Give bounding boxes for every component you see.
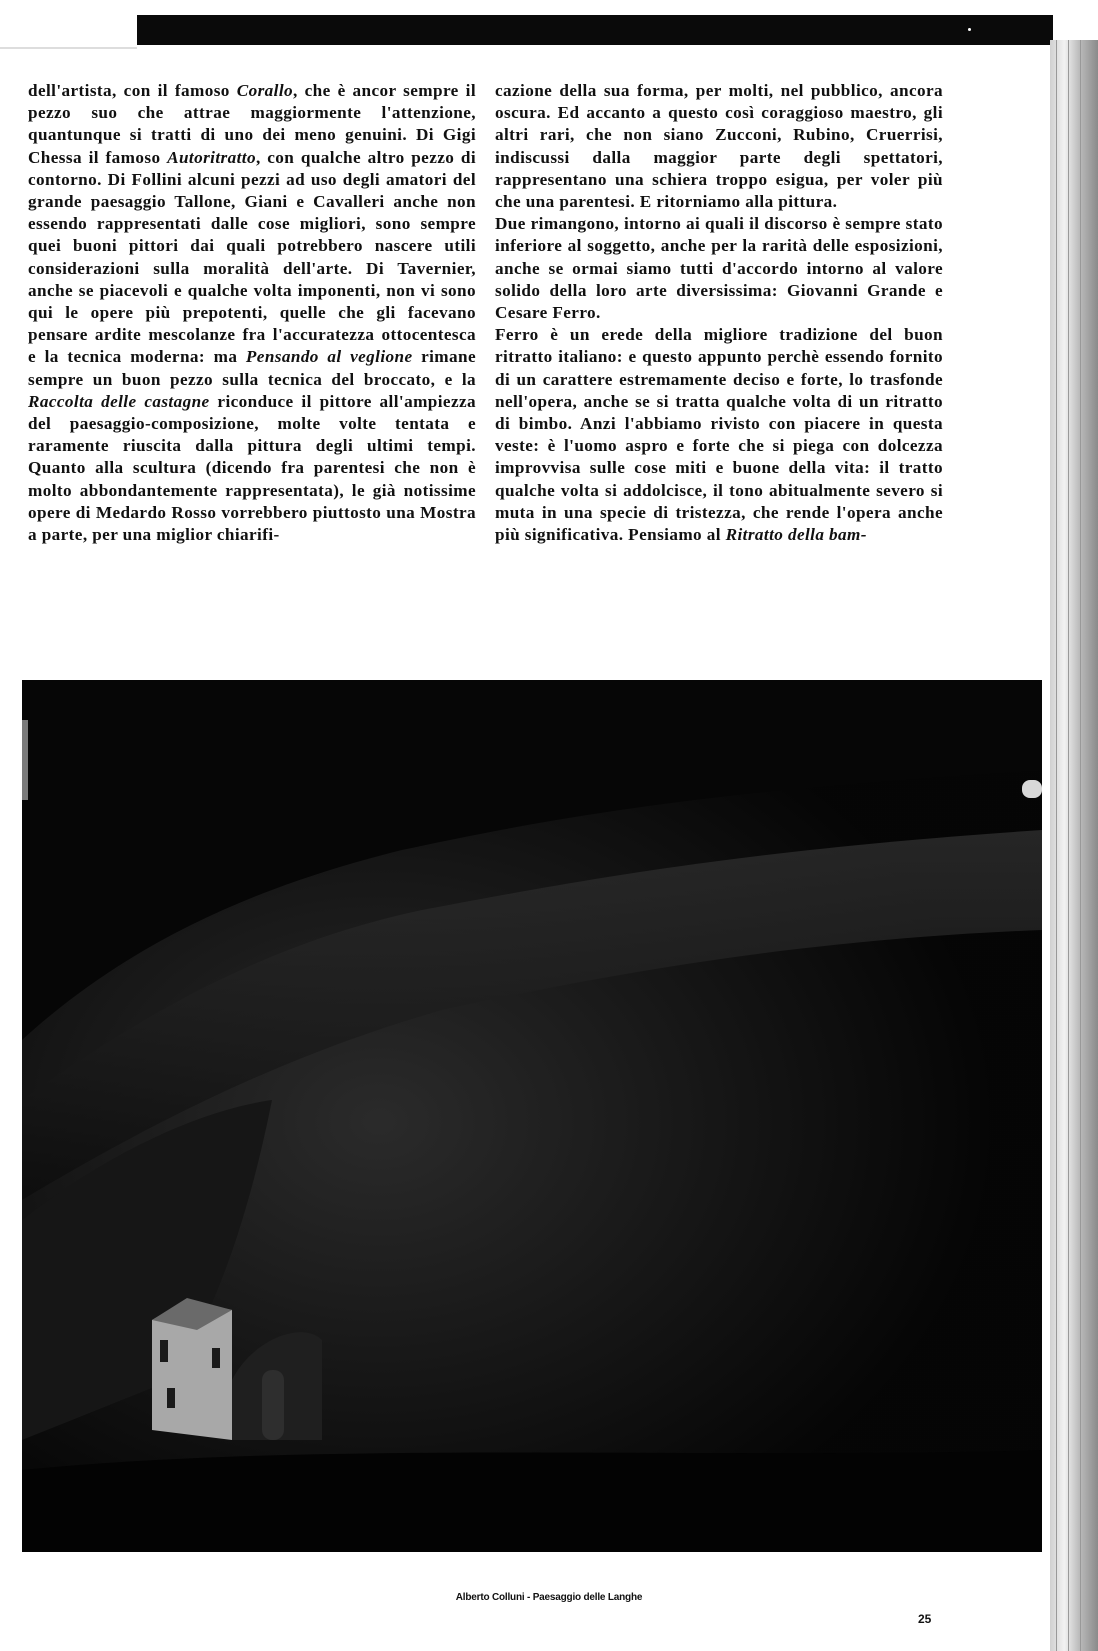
painting-caption: Alberto Colluni - Paesaggio delle Langhe — [455, 1592, 643, 1603]
landscape-painting-image — [22, 680, 1042, 1552]
painting-reproduction — [22, 680, 1042, 1552]
paragraph: cazione della sua forma, per molti, nel pubblico, ancora oscura. Ed accanto a questo così coraggioso maestro, gli altri rari, che non siano Zucconi, Rubino, Cruerrisi, indiscussi dalla maggior parte degli spettatori, rappresentano una schiera troppo esigua, per voler più che una parentesi. E ritorniamo alla pittura. — [495, 81, 943, 212]
page-number: 25 — [918, 1612, 932, 1626]
italic-title: Corallo — [236, 81, 294, 100]
text-column-left — [28, 80, 476, 546]
paragraph: Due rimangono, intorno ai quali il discorso è sempre stato inferiore al soggetto, anche per la rarità delle esposizioni, anche se ormai siamo tutti d'accordo intorno al valore solido della loro arte diversissima: Giovanni Grande e Cesare Ferro. — [495, 214, 943, 323]
page-edge-line — [1056, 40, 1057, 1651]
italic-title: Autoritratto — [167, 147, 256, 167]
italic-title: Pensando al veglione — [245, 347, 413, 367]
corner-mark — [968, 28, 971, 31]
top-left-margin — [0, 0, 137, 49]
top-black-bar — [135, 15, 1053, 45]
italic-title: Ritratto della bam- — [725, 525, 867, 545]
page-edge-line — [1080, 40, 1081, 1651]
text-column-right — [495, 80, 943, 546]
paragraph: dell'artista, con il famoso Corallo, che è ancor sempre il pezzo suo che attrae maggiormente l'attenzione, quantunque si tratti di uno dei meno genuini. Di Gigi Chessa il famoso Autoritratto, con qualche altro pezzo di contorno. Di Follini alcuni pezzi ad uso degli amatori del grande paesaggio Tallone, Giani e Cavalleri anche non essendo rappresentati dalle cose migliori, sono sempre quei buoni pittori dai quali potrebbero nascere utili considerazioni sulla moralità dell'arte. Di Tavernier, anche se piacevoli e qualche volta imponenti, non vi sono qui le opere più prepotenti, quelle che gli facevano pensare ardite mescolanze fra l'accuratezza ottocentesca e la tecnica moderna: ma Pensando al veglione rimane sempre un buon pezzo sulla tecnica del broccato, e la Raccolta delle castagne riconduce il pittore all'ampiezza del paesaggio-composizione, molte volte tentata e raramente riuscita dalla pittura degli ultimi tempi. Quanto alla scultura (dicendo fra parentesi che non è molto abbondantemente rappresentata), le già notissime opere di Medardo Rosso vorrebbero piuttosto una Mostra a parte, per una miglior chiarifi- — [28, 81, 476, 545]
book-page-edge — [1050, 40, 1098, 1651]
italic-title: Raccolta delle castagne — [28, 391, 210, 411]
paragraph: Ferro è un erede della migliore tradizione del buon ritratto italiano: e questo appunto perchè essendo fornito di un carattere estremamente deciso e forte, lo trasfonde nell'opera, anche se si tratta qualche volta di un ritratto di bimbo. Anzi l'abbiamo rivisto con piacere in questa veste: è l'uomo aspro e forte che si piega con dolcezza improvvisa sulle cose miti e buone della vita: il tratto qualche volta si addolcisce, il tono abitualmente severo si muta in una specie di tristezza, che rende l'opera anche più significativa. Pensiamo al Ritratto della bam- — [495, 325, 943, 545]
page-edge-line — [1068, 40, 1069, 1651]
